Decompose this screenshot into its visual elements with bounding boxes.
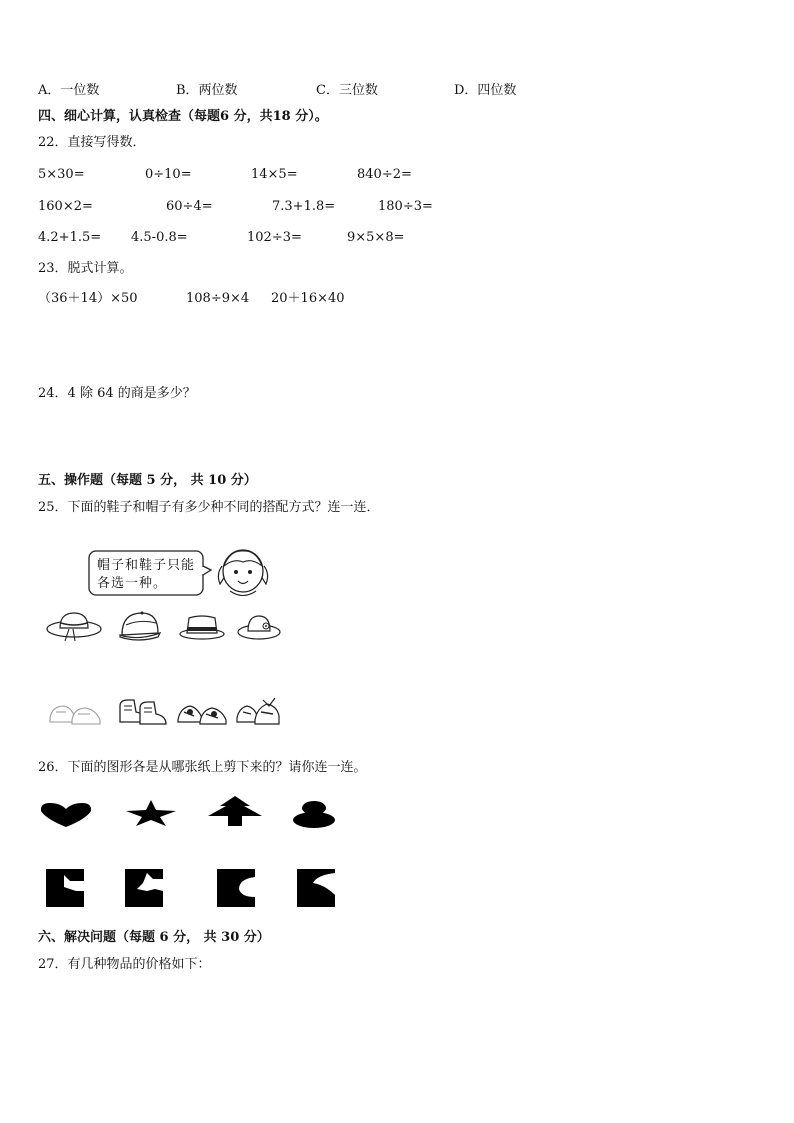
hat-1-icon (45, 605, 103, 643)
calc-item: 7.3+1.8= (272, 199, 336, 214)
option-a: A．一位数 (38, 83, 100, 98)
calc-item: 4.2+1.5= (38, 230, 102, 245)
paper-4-icon (297, 869, 335, 907)
section-5-title: 五、操作题（每题 5 分， 共 10 分） (38, 473, 257, 488)
option-d: D．四位数 (454, 83, 517, 98)
option-c: C．三位数 (316, 83, 378, 98)
expression-item: （36＋14）×50 (38, 291, 138, 306)
heart-shape-icon (40, 801, 92, 827)
calc-item: 160×2= (38, 199, 93, 214)
tree-arrow-shape-icon (208, 796, 262, 826)
shoes-3-icon (176, 698, 228, 728)
expression-item: 20＋16×40 (271, 291, 345, 306)
bubble-text-line-2: 各选一种。 (97, 576, 168, 591)
shoes-4-icon (235, 696, 281, 728)
paper-3-icon (217, 869, 255, 907)
hat-3-icon (178, 612, 226, 642)
question-25-label: 25．下面的鞋子和帽子有多少种不同的搭配方式？连一连． (38, 500, 380, 515)
shoes-1-icon (46, 698, 102, 728)
bubble-text-line-1: 帽子和鞋子只能 (97, 558, 196, 573)
calc-item: 14×5= (251, 167, 298, 182)
option-b: B．两位数 (176, 83, 238, 98)
calc-item: 5×30= (38, 167, 85, 182)
hat-2-icon (118, 609, 162, 643)
mushroom-shape-icon (292, 800, 336, 828)
paper-2-icon (125, 869, 163, 907)
question-26-label: 26．下面的图形各是从哪张纸上剪下来的？请你连一连。 (38, 760, 367, 775)
section-4-title: 四、细心计算，认真检查（每题6 分，共18 分）。 (38, 109, 328, 124)
question-24-label: 24．4 除 64 的商是多少？ (38, 386, 196, 401)
section-6-title: 六、解决问题（每题 6 分， 共 30 分） (38, 930, 270, 945)
calc-item: 4.5-0.8= (131, 230, 188, 245)
question-23-label: 23．脱式计算。 (38, 261, 133, 276)
question-27-label: 27．有几种物品的价格如下： (38, 957, 211, 972)
calc-item: 840÷2= (357, 167, 412, 182)
paper-1-icon (46, 869, 84, 907)
calc-item: 102÷3= (247, 230, 302, 245)
calc-item: 180÷3= (378, 199, 433, 214)
question-22-label: 22．直接写得数． (38, 135, 146, 150)
girl-figure (212, 544, 274, 602)
shoes-2-icon (116, 696, 170, 728)
calc-item: 0÷10= (145, 167, 192, 182)
hat-4-icon (236, 608, 282, 642)
star-shape-icon (126, 800, 176, 826)
expression-item: 108÷9×4 (186, 291, 250, 306)
calc-item: 60÷4= (166, 199, 213, 214)
calc-item: 9×5×8= (347, 230, 405, 245)
